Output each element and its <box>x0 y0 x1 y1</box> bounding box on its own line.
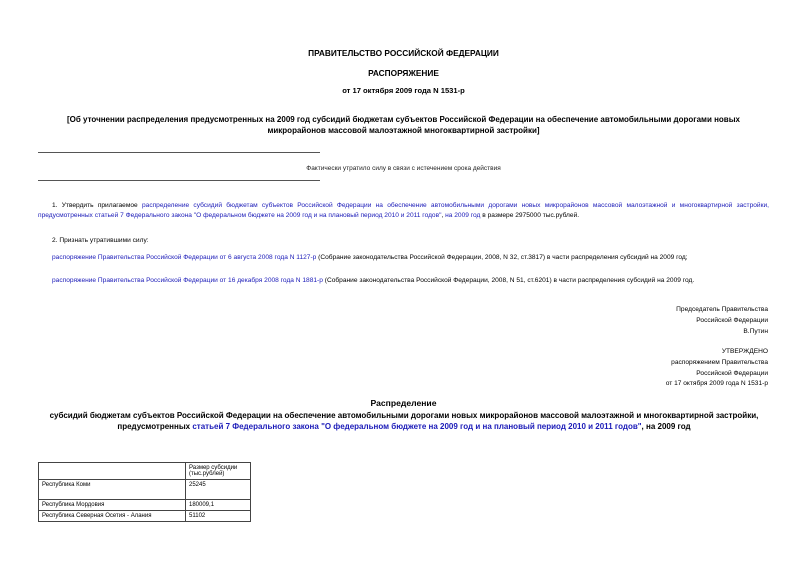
divider-top <box>38 152 320 153</box>
amount-cell: 180009,1 <box>186 500 251 511</box>
document-type-heading: РАСПОРЯЖЕНИЕ <box>368 68 439 78</box>
approval-line-1: УТВЕРЖДЕНО <box>721 348 768 355</box>
item-1-prefix: 1. Утвердить прилагаемое <box>52 202 142 209</box>
signature-block <box>676 305 768 337</box>
approval-line-4: от 17 октября 2009 года N 1531-р <box>665 380 768 388</box>
region-cell: Республика Северная Осетия - Алания <box>39 511 186 522</box>
item-1-suffix: в размере 2975000 тыс.рублей. <box>480 212 580 220</box>
amount-cell: 51102 <box>186 511 251 522</box>
signature-line-3: В.Путин <box>743 327 768 335</box>
order-1881-link[interactable]: распоряжение Правительства Российской Федерации от 16 декабря 2008 года N 1881-р <box>52 277 323 284</box>
distribution-description <box>38 410 770 432</box>
signature-line-1: Председатель Правительства <box>676 306 768 313</box>
region-cell: Республика Мордовия <box>39 500 186 511</box>
document-subject: [Об уточнении распределения предусмотренных на 2009 год субсидий бюджетам субъектов Российской Федерации на обеспечение автомобильными дорогами новых микрорайонов массовой малоэтажной многоквартирной застройки] <box>66 115 741 135</box>
government-heading: ПРАВИТЕЛЬСТВО РОССИЙСКОЙ ФЕДЕРАЦИИ <box>308 48 499 58</box>
distribution-title: Распределение <box>370 398 437 408</box>
table-row <box>39 511 251 522</box>
table-row <box>39 500 251 511</box>
item-2-intro: 2. Признать утратившими силу: <box>52 237 149 244</box>
order-1881-text: (Собрание законодательства Российской Федерации, 2008, N 51, ст.6201) в части распределения субсидий на 2009 год. <box>322 277 695 284</box>
table-header-row <box>39 463 251 480</box>
distribution-law-link[interactable]: статьей 7 Федерального закона "О федеральном бюджете на 2009 год и на плановый период 2010 и 2011 годов" <box>192 422 642 431</box>
divider-bottom <box>38 180 320 181</box>
distribution-body-pre: субсидий бюджетам субъектов Российской Федерации на обеспечение автомобильными дорогами новых микрорайонов массовой малоэтажной и многоквартирной застройки, предусмотренных <box>49 411 759 431</box>
table-header-cell: Размер субсидии (тыс.рублей) <box>186 463 251 480</box>
table-row <box>39 480 251 500</box>
order-1127-link[interactable]: распоряжение Правительства Российской Федерации от 6 августа 2008 года N 1127-р <box>52 254 317 261</box>
item-1-sep: , <box>441 212 446 220</box>
federal-law-article-link[interactable]: статьей 7 Федерального закона "О федеральном бюджете на 2009 год и на плановый период 2010 и 2011 годов" <box>94 212 442 220</box>
distribution-body-post: , на 2009 год <box>641 422 691 431</box>
year-2009-link[interactable]: на 2009 год <box>445 212 481 220</box>
item-2-ref-2 <box>52 276 772 286</box>
order-1127-text: (Собрание законодательства Российской Федерации, 2008, N 32, ст.3817) в части распределения субсидий на 2009 год; <box>316 254 688 261</box>
approval-line-2: распоряжением Правительства <box>671 358 768 366</box>
item-2-ref-1 <box>52 253 772 263</box>
item-1-paragraph <box>38 201 769 221</box>
approval-line-3: Российской Федерации <box>696 369 768 377</box>
approval-block <box>666 347 768 390</box>
amount-cell: 25245 <box>186 480 251 500</box>
region-cell: Республика Коми <box>39 480 186 500</box>
subsidy-table <box>38 462 251 522</box>
status-note: Фактически утратило силу в связи с истечением срока действия <box>306 165 501 172</box>
distribution-link[interactable]: распределение субсидий бюджетам субъектов Российской Федерации на обеспечение автомобильными дорогами новых микрорайонов массовой малоэтажной и многоквартирной застройки, предусмотренных <box>38 202 769 220</box>
table-header-cell <box>39 463 186 480</box>
signature-line-2: Российской Федерации <box>696 316 768 324</box>
document-date: от 17 октября 2009 года N 1531-р <box>342 86 465 95</box>
